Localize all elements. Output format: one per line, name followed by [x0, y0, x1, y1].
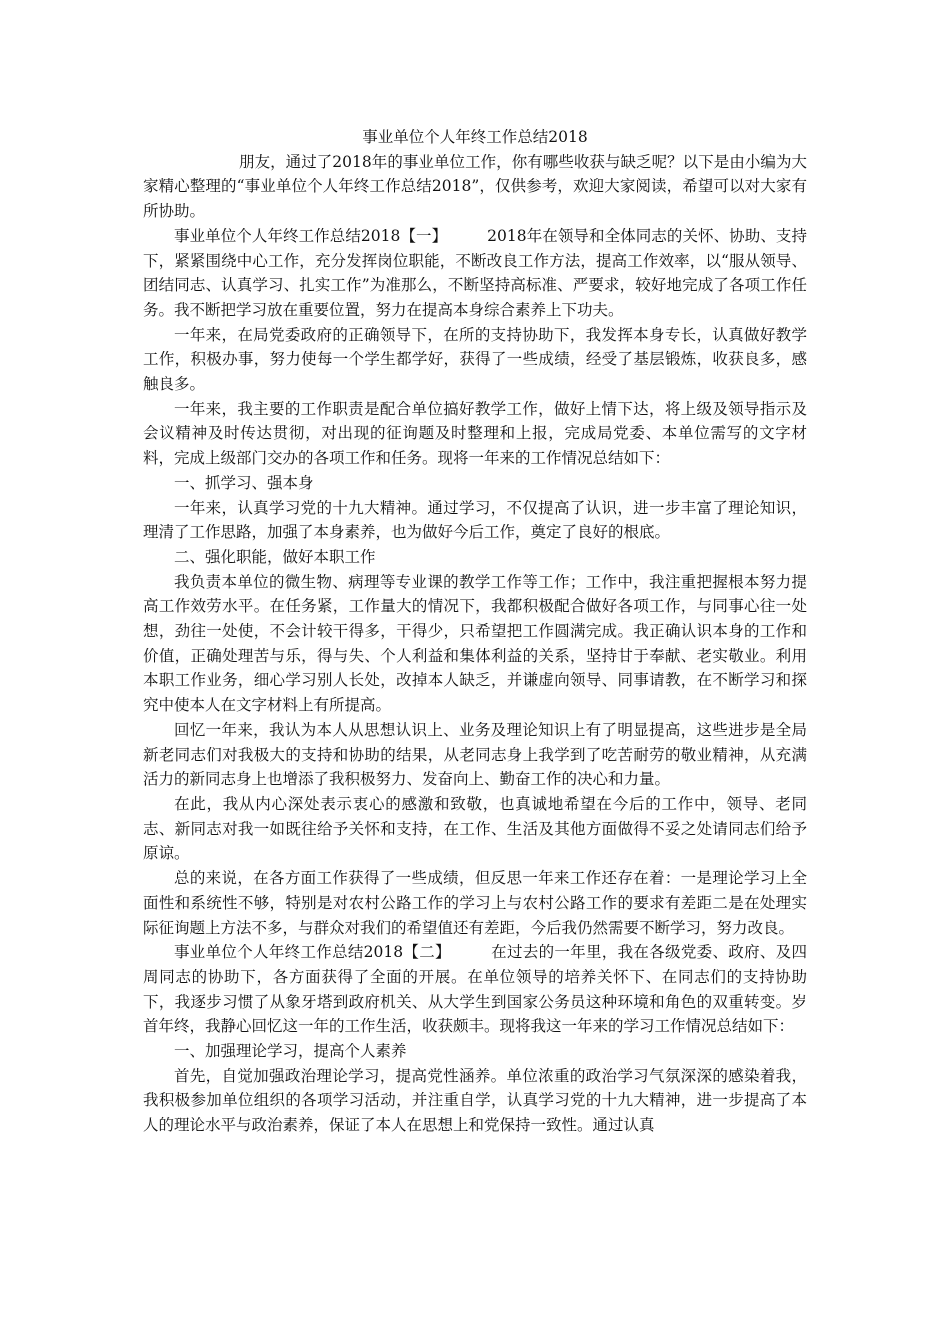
- intro-text: 朋友，通过了2018年的事业单位工作，你有哪些收获与缺乏呢？以下是由小编为大家精心整理的“事业单位个人年终工作总结2018”，仅供参考，欢迎大家阅读，希望可以对大家有所协助。: [143, 152, 807, 221]
- section-heading-3: 一、加强理论学习，提高个人素养: [174, 1042, 407, 1061]
- section-heading-2: 二、强化职能，做好本职工作: [174, 547, 376, 566]
- part1-label: 事业单位个人年终工作总结2018【一】: [174, 226, 448, 245]
- section-heading-1: 一、抓学习、强本身: [174, 473, 314, 492]
- paragraph-3: 一年来，认真学习党的十九大精神。通过学习，不仅提高了认识，进一步丰富了理论知识，理清了工作思路，加强了本身素养，也为做好今后工作，奠定了良好的根底。: [143, 498, 807, 542]
- paragraph-1: 一年来，在局党委政府的正确领导下，在所的支持协助下，我发挥本身专长，认真做好教学工作，积极办事，努力使每一个学生都学好，获得了一些成绩，经受了基层锻炼，收获良多，感触良多。: [143, 325, 807, 394]
- part2-label: 事业单位个人年终工作总结2018【二】: [174, 943, 451, 962]
- part2-paragraph: [143, 940, 807, 1039]
- paragraph-4: 我负责本单位的微生物、病理等专业课的教学工作等工作；工作中，我注重把握根本努力提高工作效劳水平。在任务紧，工作量大的情况下，我都积极配合做好各项工作，与同事心往一处想，劲往一处使，不会计较干得多，干得少，只希望把工作圆满完成。我正确认识本身的工作和价值，正确处理苦与乐，得与失、个人利益和集体利益的关系，坚持甘于奉献、老实敬业。利用本职工作业务，细心学习别人长处，改掉本人缺乏，并谦虚向领导、同事请教，在不断学习和探究中使本人在文字材料上有所提高。: [143, 572, 807, 715]
- part1-text: 2018年在领导和全体同志的关怀、协助、支持下，紧紧围绕中心工作，充分发挥岗位职能，不断改良工作方法，提高工作效率，以“服从领导、团结同志、认真学习、扎实工作”为准那么，不断坚持高标准、严要求，较好地完成了各项工作任务。我不断把学习放在重要位置，努力在提高本身综合素养上下功夫。: [143, 226, 807, 319]
- paragraph-7: 总的来说，在各方面工作获得了一些成绩，但反思一年来工作还存在着：一是理论学习上全面性和系统性不够，特别是对农村公路工作的学习上与农村公路工作的要求有差距二是在处理实际征询题上方法不多，与群众对我们的希望值还有差距，今后我仍然需要不断学习，努力改良。: [143, 869, 807, 937]
- paragraph-5: 回忆一年来，我认为本人从思想认识上、业务及理论知识上有了明显提高，这些进步是全局新老同志们对我极大的支持和协助的结果，从老同志身上我学到了吃苦耐劳的敬业精神，从充满活力的新同志身上也增添了我积极努力、发奋向上、勤奋工作的决心和力量。: [143, 720, 807, 789]
- paragraph-2: 一年来，我主要的工作职责是配合单位搞好教学工作，做好上情下达，将上级及领导指示及会议精神及时传达贯彻，对出现的征询题及时整理和上报，完成局党委、本单位需写的文字材料，完成上级部门交办的各项工作和任务。现将一年来的工作情况总结如下：: [143, 399, 807, 468]
- document-body: [143, 125, 807, 1138]
- document-title: 事业单位个人年终工作总结2018: [362, 128, 588, 146]
- part2-text: 在过去的一年里，我在各级党委、政府、及四周同志的协助下，各方面获得了全面的开展。在单位领导的培养关怀下、在同志们的支持协助下，我逐步习惯了从象牙塔到政府机关、从大学生到国家公务员这种环境和角色的双重转变。岁首年终，我静心回忆这一年的工作生活，收获颇丰。现将我这一年来的学习工作情况总结如下：: [143, 943, 807, 1036]
- paragraph-8: 首先，自觉加强政治理论学习，提高党性涵养。单位浓重的政治学习气氛深深的感染着我，我积极参加单位组织的各项学习活动，并注重自学，认真学习党的十九大精神，进一步提高了本人的理论水平与政治素养，保证了本人在思想上和党保持一致性。通过认真: [143, 1066, 807, 1135]
- part1-paragraph: [143, 224, 807, 323]
- paragraph-6: 在此，我从内心深处表示衷心的感激和致敬，也真诚地希望在今后的工作中，领导、老同志、新同志对我一如既往给予关怀和支持，在工作、生活及其他方面做得不妥之处请同志们给予原谅。: [143, 794, 807, 863]
- intro-paragraph: [143, 150, 807, 224]
